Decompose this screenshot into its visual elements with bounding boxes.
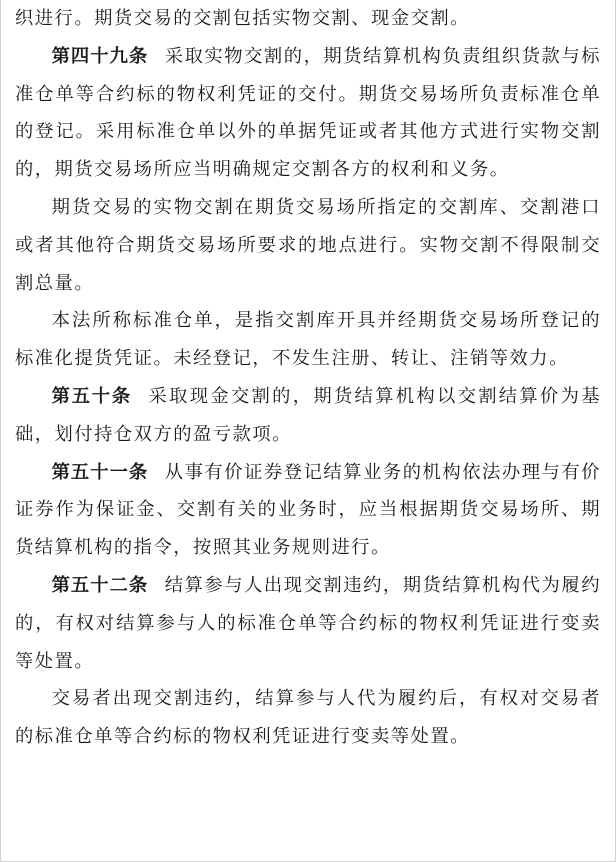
paragraph-text: 本法所称标准仓单，是指交割库开具并经期货交易场所登记的标准化提货凭证。未经登记，不发生注册、转让、注销等效力。 <box>15 310 601 370</box>
article-49-paragraph-3 <box>15 302 601 378</box>
paragraph-text: 采取现金交割的，期货结算机构以交割结算价为基础，划付持仓双方的盈亏款项。 <box>15 385 602 445</box>
article-number: 第五十条 <box>51 385 133 407</box>
paragraph-text: 采取实物交割的，期货结算机构负责组织货款与标准仓单等合约标的物权利凭证的交付。期货交易场所负责标准仓单的登记。采用标准仓单以外的单据凭证或者其他方式进行实物交割的，期货交易场所应当明确规定交割各方的权利和义务。 <box>15 45 602 181</box>
document-body <box>15 0 601 756</box>
paragraph-text: 交易者出现交割违约，结算参与人代为履约后，有权对交易者的标准仓单等合约标的物权利凭证进行变卖等处置。 <box>15 688 601 748</box>
paragraph-text: 期货交易的实物交割在期货交易场所指定的交割库、交割港口或者其他符合期货交易场所要求的地点进行。实物交割不得限制交割总量。 <box>15 196 601 294</box>
paragraph-text: 从事有价证券登记结算业务的机构依法办理与有价证券作为保证金、交割有关的业务时，应当根据期货交易场所、期货结算机构的指令，按照其业务规则进行。 <box>15 461 602 559</box>
article-49 <box>15 38 601 189</box>
article-number: 第四十九条 <box>51 45 149 67</box>
article-51 <box>15 454 601 567</box>
article-number: 第五十一条 <box>51 461 149 483</box>
article-52 <box>15 567 601 680</box>
paragraph-text: 织进行。期货交易的交割包括实物交割、现金交割。 <box>15 8 470 29</box>
paragraph-continuation <box>15 0 601 38</box>
paragraph-text: 结算参与人出现交割违约，期货结算机构代为履约的，有权对结算参与人的标准仓单等合约标的物权利凭证进行变卖等处置。 <box>15 574 602 672</box>
article-50 <box>15 378 601 454</box>
article-49-paragraph-2 <box>15 189 601 302</box>
article-52-paragraph-2 <box>15 680 601 756</box>
article-number: 第五十二条 <box>51 574 149 596</box>
